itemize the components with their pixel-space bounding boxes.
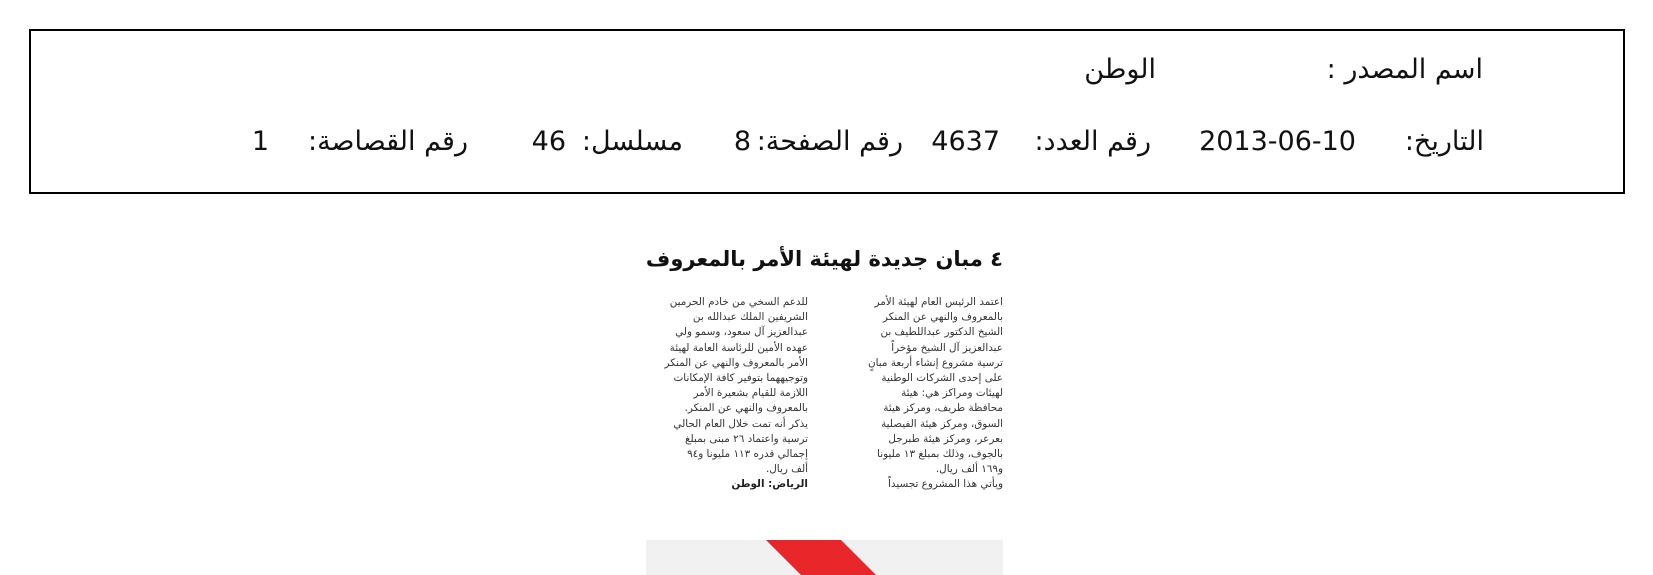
article-column-left — [646, 295, 808, 493]
article-line: السوق، ومركز هيئة الفيصلية — [881, 417, 1003, 430]
article-line: ترسية مشروع إنشاء أربعة مبانٍ — [867, 356, 1003, 369]
date-value: 2013-06-10 — [1199, 126, 1356, 157]
article-line: الشريفين الملك عبدالله بن — [692, 311, 808, 324]
red-graphic-shape — [646, 540, 1003, 575]
image-strip — [646, 540, 1003, 575]
article-line: اعتمد الرئيس العام لهيئة الأمر — [874, 296, 1003, 308]
article-line: يذكر أنه تمت خلال العام الحالي — [673, 417, 808, 430]
news-clipping — [646, 245, 1003, 575]
article-line: عبدالعزيز آل سعود، وسمو ولي — [675, 326, 808, 339]
article-line: الأمر بالمعروف والنهي عن المنكر — [664, 356, 808, 369]
article-line: ترسية واعتماد ٢٦ مبنى بمبلغ — [685, 432, 808, 445]
article-line: ألف ريال. — [765, 463, 808, 476]
serial-value: 46 — [531, 126, 566, 157]
article-line: بالمعروف والنهي عن المنكر. — [684, 402, 808, 415]
clip-value: 1 — [251, 126, 269, 157]
issue-label: رقم العدد: — [1034, 126, 1151, 157]
red-stripe — [766, 540, 876, 575]
page-label: رقم الصفحة: — [756, 126, 903, 157]
article-line: لهيئات ومراكز هي: هيئة — [901, 387, 1003, 400]
article-headline: ٤ مبان جديدة لهيئة الأمر بالمعروف — [645, 247, 1003, 271]
article-line: وتوجيههما بتوفير كافة الإمكانات — [673, 372, 808, 385]
article-line: عهده الأمين للرئاسة العامة لهيئة — [669, 341, 808, 354]
article-line: على إحدى الشركات الوطنية — [881, 372, 1003, 385]
article-byline: الرياض: الوطن — [731, 478, 808, 491]
serial-label: مسلسل: — [581, 126, 683, 157]
article-line: ويأتي هذا المشروع تجسيداً — [888, 478, 1003, 491]
source-label: اسم المصدر : — [1326, 54, 1483, 85]
date-label: التاريخ: — [1404, 126, 1484, 157]
source-value: الوطن — [1084, 54, 1156, 85]
page-value: 8 — [733, 126, 751, 157]
article-line: بالجوف، وذلك بمبلغ ١٣ مليونا — [877, 448, 1003, 461]
clip-label: رقم القصاصة: — [307, 126, 468, 157]
article-column-right — [841, 295, 1003, 493]
article-line: للدعم السخي من خادم الحرمين — [669, 296, 808, 308]
article-line: إجمالي قدره ١١٣ مليونا و٩٤ — [687, 448, 808, 461]
article-line: بالمعروف والنهي عن المنكر — [882, 311, 1003, 324]
article-line: اللازمة للقيام بشعيرة الأمر — [693, 387, 808, 400]
issue-value: 4637 — [931, 126, 1000, 157]
article-line: محافظة طريف، ومركز هيئة — [883, 402, 1003, 415]
article-line: و١٦٩ ألف ريال. — [935, 463, 1003, 476]
clipping-header-box — [29, 29, 1625, 194]
article-line: بعرعر، ومركز هيئة طبرجل — [888, 432, 1003, 445]
article-line: الشيخ الدكتور عبداللطيف بن — [880, 326, 1003, 339]
article-line: عبدالعزيز آل الشيخ مؤخراً — [891, 341, 1003, 354]
